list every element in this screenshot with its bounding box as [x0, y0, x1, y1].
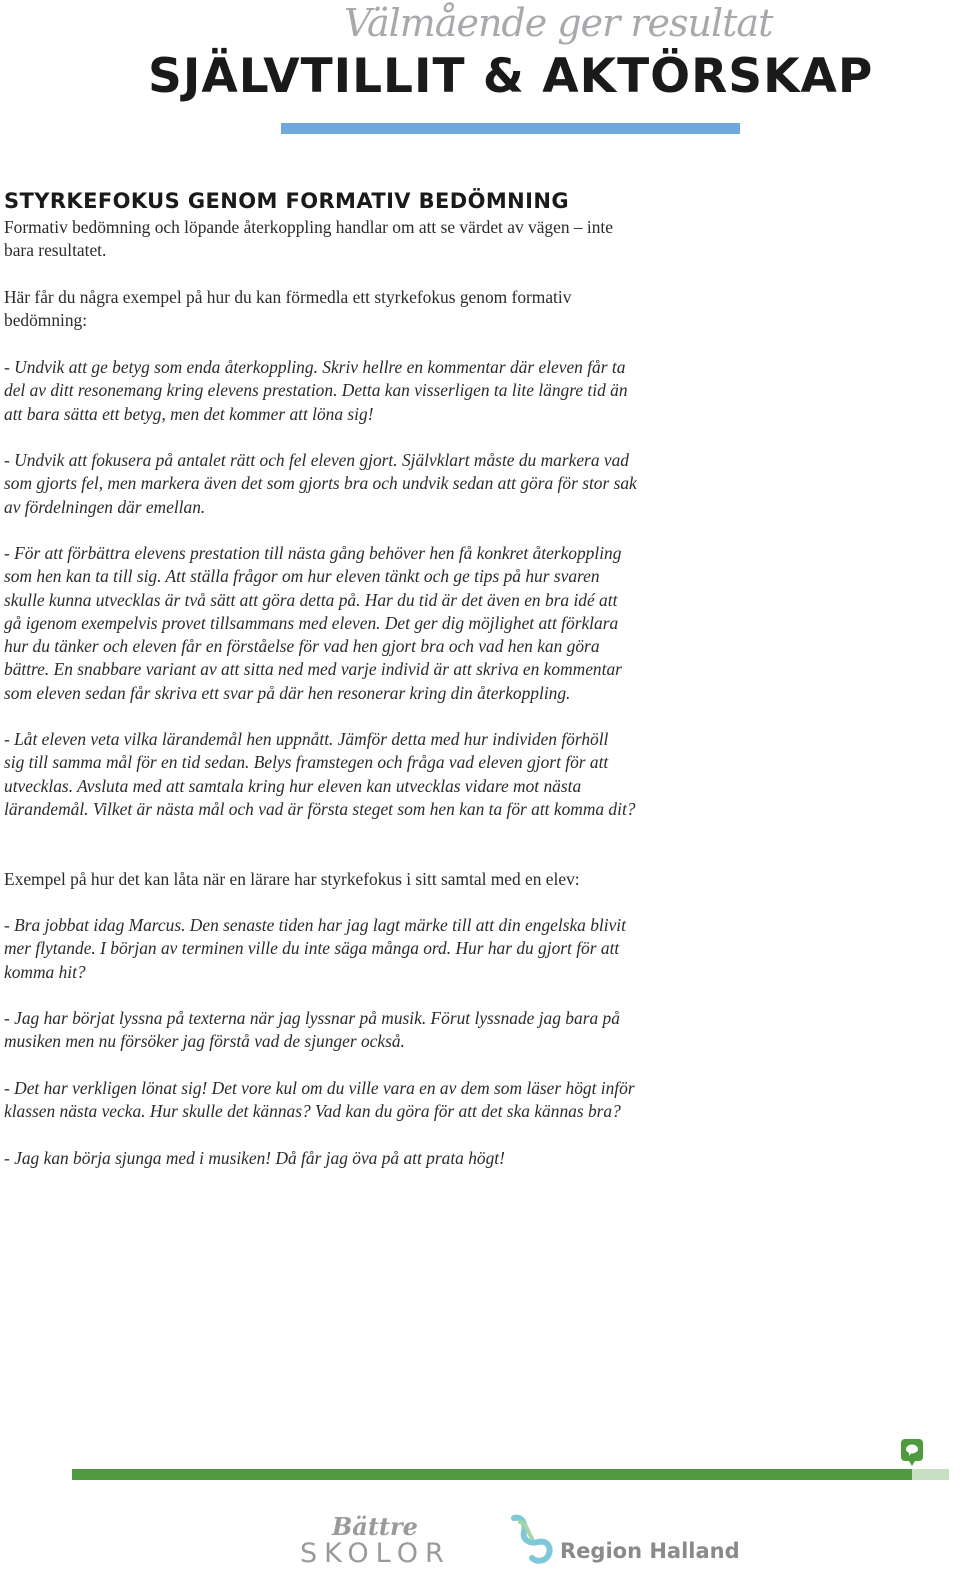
dialog-intro: Exempel på hur det kan låta när en lärare har styrkefokus i sitt samtal med en elev:: [4, 869, 580, 889]
dialog-text-line: komma hit?: [4, 961, 86, 982]
section-heading: STYRKEFOKUS GENOM FORMATIV BEDÖMNING: [4, 189, 569, 213]
tip-line: som gjorts fel, men markera även det som gjorts bra och undvik sedan att göra för stor sak: [4, 473, 637, 494]
footer-bar-light: [912, 1469, 949, 1480]
tip-line: gå igenom exempelvis provet tillsammans med eleven. Det ger dig möjlighet att förklara: [4, 612, 619, 633]
dialog-text-line: - Jag har börjat lyssna på texterna när jag lyssnar på musik. Förut lyssnade jag bara på: [4, 1008, 620, 1028]
intro-line: Formativ bedömning och löpande återkoppling handlar om att se värdet av vägen – inte: [4, 217, 613, 237]
tip-line: - Undvik att ge betyg som enda återkoppling. Skriv hellre en kommentar där eleven får ta: [4, 357, 626, 377]
intro-line: bara resultatet.: [4, 240, 107, 261]
dialog-text-line: klassen nästa vecka. Hur skulle det kännas? Vad kan du göra för att det ska kännas bra?: [4, 1101, 621, 1122]
tip-line: sig till samma mål för en tid sedan. Belys framstegen och fråga vad eleven gjort för att: [4, 752, 609, 773]
battre-logo-script: Bättre: [332, 1512, 418, 1541]
dialog-line: [4, 914, 704, 984]
footer-bar: [72, 1469, 912, 1480]
tip-line: som hen kan ta till sig. Att ställa frågor om hur eleven tänkt och ge tips på hur svaren: [4, 566, 600, 587]
dialog-line: [4, 1077, 704, 1124]
dialog-text-line: - Det har verkligen lönat sig! Det vore kul om du ville vara en av dem som läser högt inför: [4, 1078, 635, 1098]
tip-line: - Undvik att fokusera på antalet rätt och fel eleven gjort. Självklart måste du markera vad: [4, 450, 629, 470]
tip-paragraph: [4, 356, 704, 426]
tip-line: av fördelningen där emellan.: [4, 496, 206, 517]
tip-line: utvecklas. Avsluta med att samtala kring hur eleven kan utvecklas vidare mot nästa: [4, 775, 582, 796]
page-title: SJÄLVTILLIT & AKTÖRSKAP: [148, 49, 874, 104]
dialog-text-line: musiken men nu försöker jag förstå vad de sjunger också.: [4, 1031, 405, 1052]
examples-intro-paragraph: [4, 286, 704, 333]
intro-paragraph: [4, 216, 704, 263]
tip-line: bättre. En snabbare variant av att sitta ned med varje individ är att skriva en kommentar: [4, 659, 622, 680]
dialog-text-line: mer flytande. I början av terminen ville du inte säga många ord. Hur har du gjort för att: [4, 938, 620, 959]
tip-line: - För att förbättra elevens prestation till nästa gång behöver hen få konkret återkoppling: [4, 543, 622, 563]
examples-intro-line: bedömning:: [4, 310, 88, 331]
dialog-line: [4, 1147, 704, 1170]
tip-paragraph: [4, 449, 704, 519]
tip-line: del av ditt resonemang kring elevens prestation. Detta kan visserligen ta lite längre tid än: [4, 380, 628, 401]
tip-line: - Låt eleven veta vilka lärandemål hen uppnått. Jämför detta med hur individen förhöll: [4, 729, 609, 749]
tip-line: att bara sätta ett betyg, men det kommer att löna sig!: [4, 403, 374, 424]
tip-paragraph: [4, 728, 704, 821]
region-halland-text: Region Halland: [560, 1539, 740, 1563]
dialog-text-line: - Jag kan börja sjunga med i musiken! Då får jag öva på att prata högt!: [4, 1148, 505, 1168]
script-title: Välmående ger resultat: [344, 1, 773, 45]
speech-bubble-icon: [899, 1437, 925, 1467]
region-halland-logo: [508, 1514, 740, 1566]
tip-line: skulle kunna utvecklas är två sätt att göra detta på. Har du tid är det även en bra idé att: [4, 589, 618, 610]
halland-mark-icon: [508, 1514, 556, 1564]
dialog-text-line: - Bra jobbat idag Marcus. Den senaste tiden har jag lagt märke till att din engelska blivit: [4, 915, 626, 935]
examples-intro-line: Här får du några exempel på hur du kan förmedla ett styrkefokus genom formativ: [4, 287, 572, 307]
dialog-line: [4, 1007, 704, 1054]
tip-line: hur du tänker och eleven får en förståelse för vad hen gjort bra och vad hen kan göra: [4, 636, 600, 657]
title-underline-bar: [281, 123, 740, 134]
tip-line: lärandemål. Vilket är nästa mål och vad är första steget som hen kan ta för att komma dit?: [4, 798, 636, 819]
battre-skolor-logo: [298, 1512, 451, 1570]
tip-line: som eleven sedan får skriva ett svar på där hen resonerar kring din återkoppling.: [4, 682, 571, 703]
tip-paragraph: [4, 542, 704, 705]
battre-logo-word: SKOLOR: [300, 1538, 451, 1569]
